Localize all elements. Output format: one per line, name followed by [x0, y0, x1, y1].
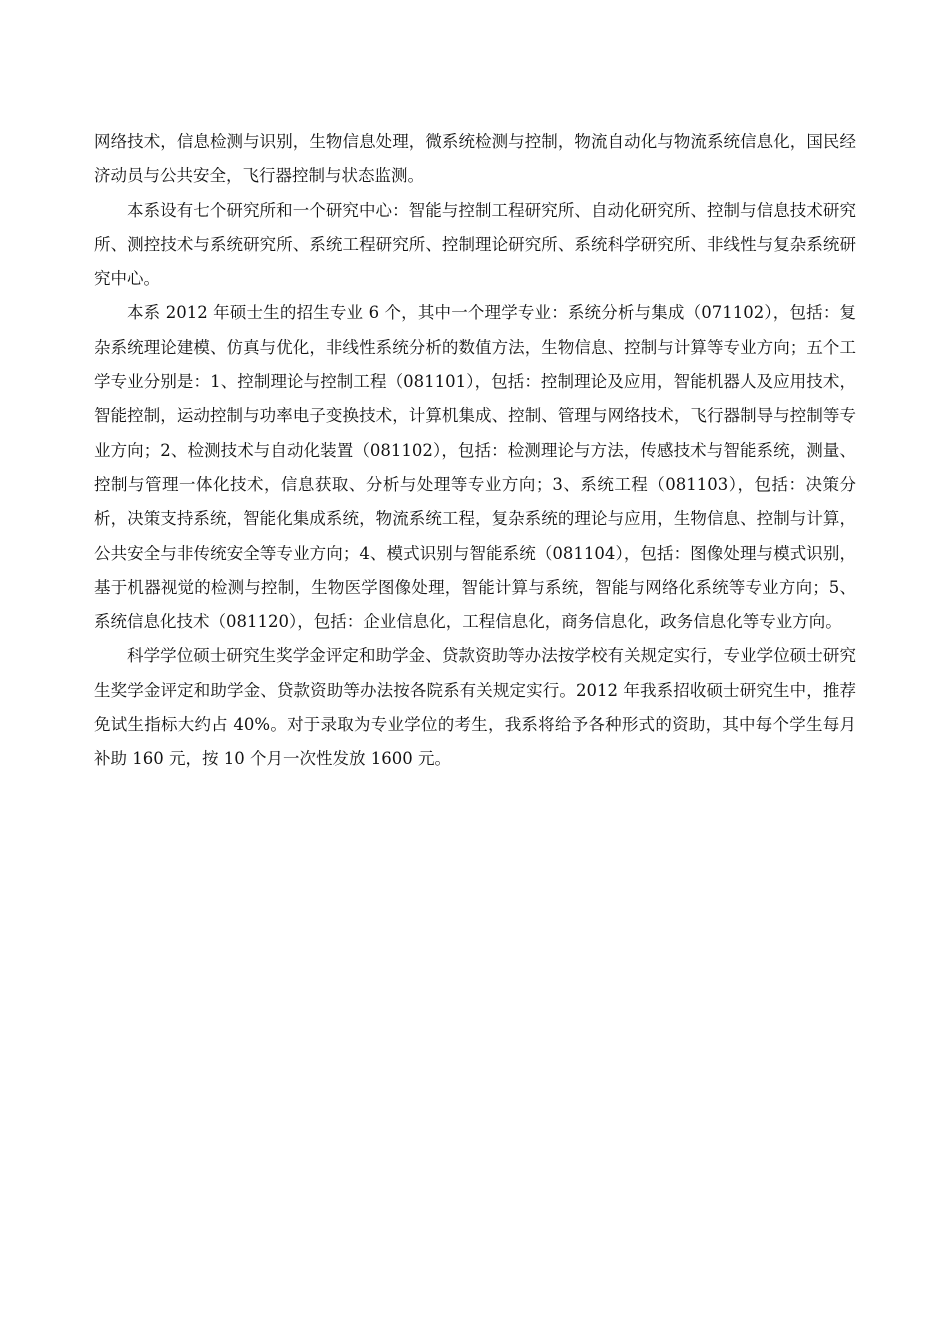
paragraph-continuation: 网络技术，信息检测与识别，生物信息处理，微系统检测与控制，物流自动化与物流系统信息化，国民经济动员与公共安全，飞行器控制与状态监测。	[94, 132, 856, 186]
paragraph-research-institutes: 本系设有七个研究所和一个研究中心：智能与控制工程研究所、自动化研究所、控制与信息技术研究所、测控技术与系统研究所、系统工程研究所、控制理论研究所、系统科学研究所、非线性与复杂系统研究中心。	[94, 200, 856, 289]
document-body	[94, 125, 856, 777]
paragraph-scholarships: 科学学位硕士研究生奖学金评定和助学金、贷款资助等办法按学校有关规定实行，专业学位硕士研究生奖学金评定和助学金、贷款资助等办法按各院系有关规定实行。2012 年我系招收硕士研究生中，推荐免试生指标大约占 40%。对于录取为专业学位的考生，我系将给予各种形式的资助，其中每个学生每月补助 160 元，按 10 个月一次性发放 1600 元。	[94, 646, 856, 769]
paragraph-admission-majors: 本系 2012 年硕士生的招生专业 6 个，其中一个理学专业：系统分析与集成（071102），包括：复杂系统理论建模、仿真与优化，非线性系统分析的数值方法，生物信息、控制与计算等专业方向；五个工学专业分别是：1、控制理论与控制工程（081101），包括：控制理论及应用，智能机器人及应用技术，智能控制，运动控制与功率电子变换技术，计算机集成、控制、管理与网络技术，飞行器制导与控制等专业方向；2、检测技术与自动化装置（081102），包括：检测理论与方法，传感技术与智能系统，测量、控制与管理一体化技术，信息获取、分析与处理等专业方向；3、系统工程（081103），包括：决策分析，决策支持系统，智能化集成系统，物流系统工程，复杂系统的理论与应用，生物信息、控制与计算，公共安全与非传统安全等专业方向；4、模式识别与智能系统（081104），包括：图像处理与模式识别，基于机器视觉的检测与控制，生物医学图像处理，智能计算与系统，智能与网络化系统等专业方向；5、系统信息化技术（081120），包括：企业信息化，工程信息化，商务信息化，政务信息化等专业方向。	[94, 303, 856, 632]
